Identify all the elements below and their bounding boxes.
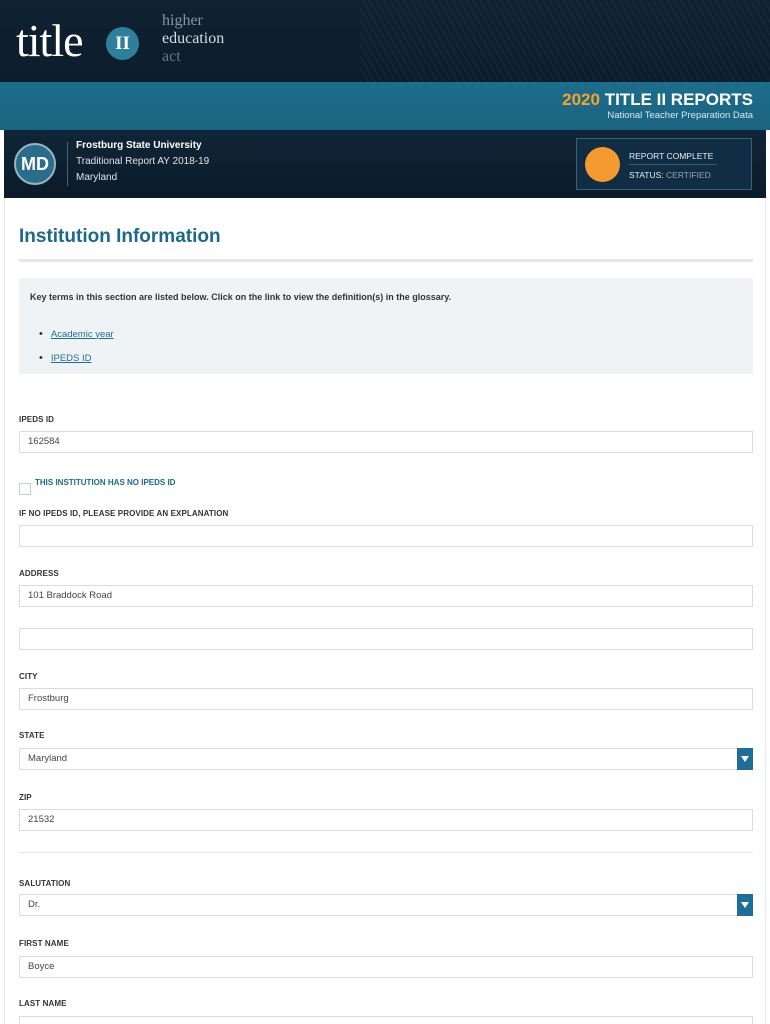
city-field[interactable]: Frostburg — [19, 688, 753, 710]
site-header — [0, 0, 770, 82]
salutation-select-value: Dr. — [28, 899, 41, 910]
zip-field[interactable]: 21532 — [19, 809, 753, 831]
no-ipeds-checkbox-label[interactable]: THIS INSTITUTION HAS NO IPEDS ID — [35, 478, 176, 487]
ipeds-id-field[interactable]: 162584 — [19, 431, 753, 453]
institution-header — [4, 130, 766, 198]
page-title: Institution Information — [19, 226, 221, 247]
glossary-link-ipeds-id[interactable]: • IPEDS ID — [50, 352, 92, 364]
last-name-field[interactable] — [19, 1016, 753, 1024]
salutation-select[interactable] — [19, 894, 753, 916]
salutation-label: SALUTATION — [19, 879, 71, 888]
report-status-box — [576, 138, 752, 190]
status-text — [629, 170, 711, 180]
title-ii-logo-badge[interactable]: II — [106, 27, 139, 60]
address-line2-field[interactable] — [19, 628, 753, 650]
glossary-box — [19, 278, 753, 374]
divider — [67, 142, 68, 186]
status-label: STATUS: — [629, 170, 664, 180]
state-select[interactable] — [19, 748, 753, 770]
logo-sub-line2: education — [162, 30, 225, 47]
state-select-value: Maryland — [28, 753, 68, 764]
logo-sub-line3: act — [162, 48, 181, 65]
address-line1-field[interactable]: 101 Braddock Road — [19, 585, 753, 607]
main-content — [4, 198, 766, 1024]
first-name-field[interactable]: Boyce — [19, 956, 753, 978]
city-label: CITY — [19, 672, 38, 681]
institution-state: Maryland — [76, 172, 118, 183]
glossary-list — [39, 322, 114, 370]
state-label: STATE — [19, 731, 45, 740]
explanation-field[interactable] — [19, 525, 753, 547]
list-item — [39, 346, 114, 370]
title-divider — [19, 259, 753, 262]
no-ipeds-checkbox[interactable] — [19, 483, 31, 495]
status-value: CERTIFIED — [666, 170, 711, 180]
chevron-down-icon[interactable] — [737, 748, 753, 770]
glossary-link-academic-year[interactable]: • Academic year — [50, 328, 114, 340]
report-bar — [0, 82, 770, 130]
address-label: ADDRESS — [19, 569, 59, 578]
report-year: 2020 — [562, 90, 600, 109]
title-ii-logo-word[interactable]: title — [16, 15, 83, 66]
zip-label: ZIP — [19, 793, 32, 802]
report-title — [562, 90, 753, 110]
report-complete-text: REPORT COMPLETE — [629, 151, 714, 161]
logo-sub-line1: higher — [162, 12, 203, 29]
status-divider — [629, 164, 717, 165]
institution-name: Frostburg State University — [76, 140, 202, 151]
state-badge: MD — [14, 143, 56, 185]
chevron-down-icon[interactable] — [737, 894, 753, 916]
section-divider — [19, 852, 753, 853]
ipeds-id-label: IPEDS ID — [19, 415, 55, 424]
list-item — [39, 322, 114, 346]
glossary-intro: Key terms in this section are listed below. Click on the link to view the definition(s) in the glossary. — [30, 292, 452, 302]
report-type: Traditional Report AY 2018-19 — [76, 156, 210, 167]
first-name-label: FIRST NAME — [19, 939, 69, 948]
logo-subtitle — [162, 12, 224, 66]
status-indicator-icon — [585, 147, 620, 182]
last-name-label: LAST NAME — [19, 999, 67, 1008]
report-title-text: TITLE II REPORTS — [604, 90, 753, 109]
explanation-label: IF NO IPEDS ID, PLEASE PROVIDE AN EXPLANATION — [19, 509, 229, 518]
report-subtitle: National Teacher Preparation Data — [607, 110, 753, 121]
